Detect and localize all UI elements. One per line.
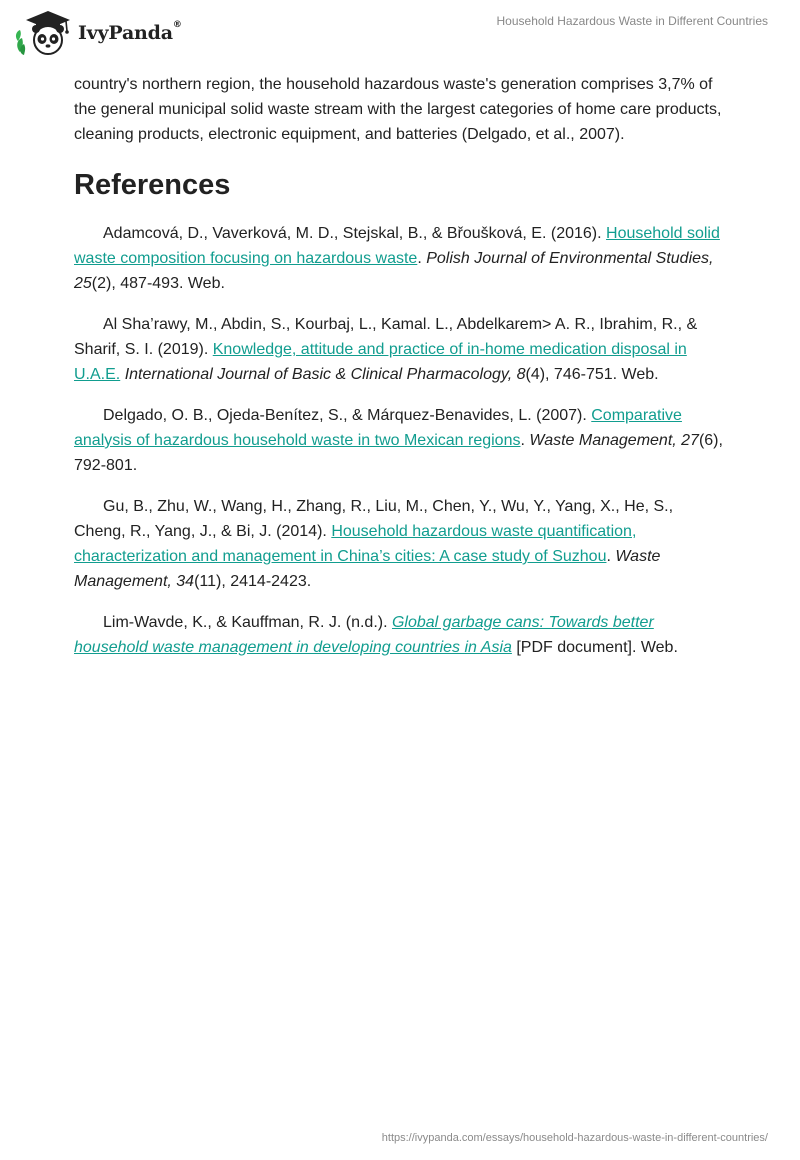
reference-details: (6), 792-801. (74, 432, 723, 474)
document-body (74, 72, 724, 676)
reference-item (74, 610, 724, 660)
panda-graduation-icon (14, 8, 72, 56)
reference-journal: Waste Management, 34 (74, 548, 661, 590)
reference-item (74, 494, 724, 594)
ivypanda-logo[interactable] (14, 8, 182, 56)
reference-details: (2), 487-493. Web. (91, 275, 225, 292)
reference-authors: Delgado, O. B., Ojeda-Benítez, S., & Márquez-Benavides, L. (2007). (103, 407, 592, 424)
brand-name: IvyPanda® (78, 20, 182, 44)
intro-paragraph: country's northern region, the household hazardous waste's generation comprises 3,7% of the general municipal solid waste stream with the largest categories of home care products, cleaning products, electronic equipment, and batteries (Delgado, et al., 2007). (74, 76, 722, 143)
reference-link[interactable]: Household hazardous waste quantification, characterization and management in China’s cities: A case study of Suzhou (74, 523, 637, 565)
reference-link[interactable]: Global garbage cans: Towards better household waste management in developing countries in Asia (74, 614, 654, 656)
reference-link[interactable]: Comparative analysis of hazardous household waste in two Mexican regions (74, 407, 682, 449)
reference-authors: Al Sha’rawy, M., Abdin, S., Kourbaj, L., Kamal. L., Abdelkarem> A. R., Ibrahim, R., & Sharif, S. I. (2019). (74, 316, 698, 358)
footer-url: https://ivypanda.com/essays/household-hazardous-waste-in-different-countries/ (381, 1132, 768, 1144)
references-heading: References (74, 169, 231, 201)
reference-separator: . (520, 432, 530, 449)
reference-authors: Adamcová, D., Vaverková, M. D., Stejskal, B., & Břoušková, E. (2016). (103, 225, 607, 242)
reference-link[interactable]: Household solid waste composition focusing on hazardous waste (74, 225, 720, 267)
reference-authors: Gu, B., Zhu, W., Wang, H., Zhang, R., Liu, M., Chen, Y., Wu, Y., Yang, X., He, S., Cheng, R., Yang, J., & Bi, J. (2014). (74, 498, 674, 540)
reference-separator: . (606, 548, 616, 565)
reference-item (74, 403, 724, 478)
reference-details: (4), 746-751. Web. (525, 366, 659, 383)
page-header (0, 0, 800, 60)
reference-journal: Polish Journal of Environmental Studies, 25 (74, 250, 714, 292)
reference-item (74, 312, 724, 387)
reference-journal: International Journal of Basic & Clinical Pharmacology, 8 (124, 366, 526, 383)
document-title: Household Hazardous Waste in Different Countries (496, 14, 768, 28)
registered-mark: ® (172, 20, 182, 30)
reference-separator: [PDF document]. Web. (511, 639, 678, 656)
reference-item (74, 221, 724, 296)
reference-separator: . (417, 250, 427, 267)
reference-journal: Waste Management, 27 (529, 432, 699, 449)
reference-authors: Lim-Wavde, K., & Kauffman, R. J. (n.d.). (103, 614, 392, 631)
reference-details: (11), 2414-2423. (194, 573, 312, 590)
reference-link[interactable]: Knowledge, attitude and practice of in-home medication disposal in U.A.E. (74, 341, 687, 383)
